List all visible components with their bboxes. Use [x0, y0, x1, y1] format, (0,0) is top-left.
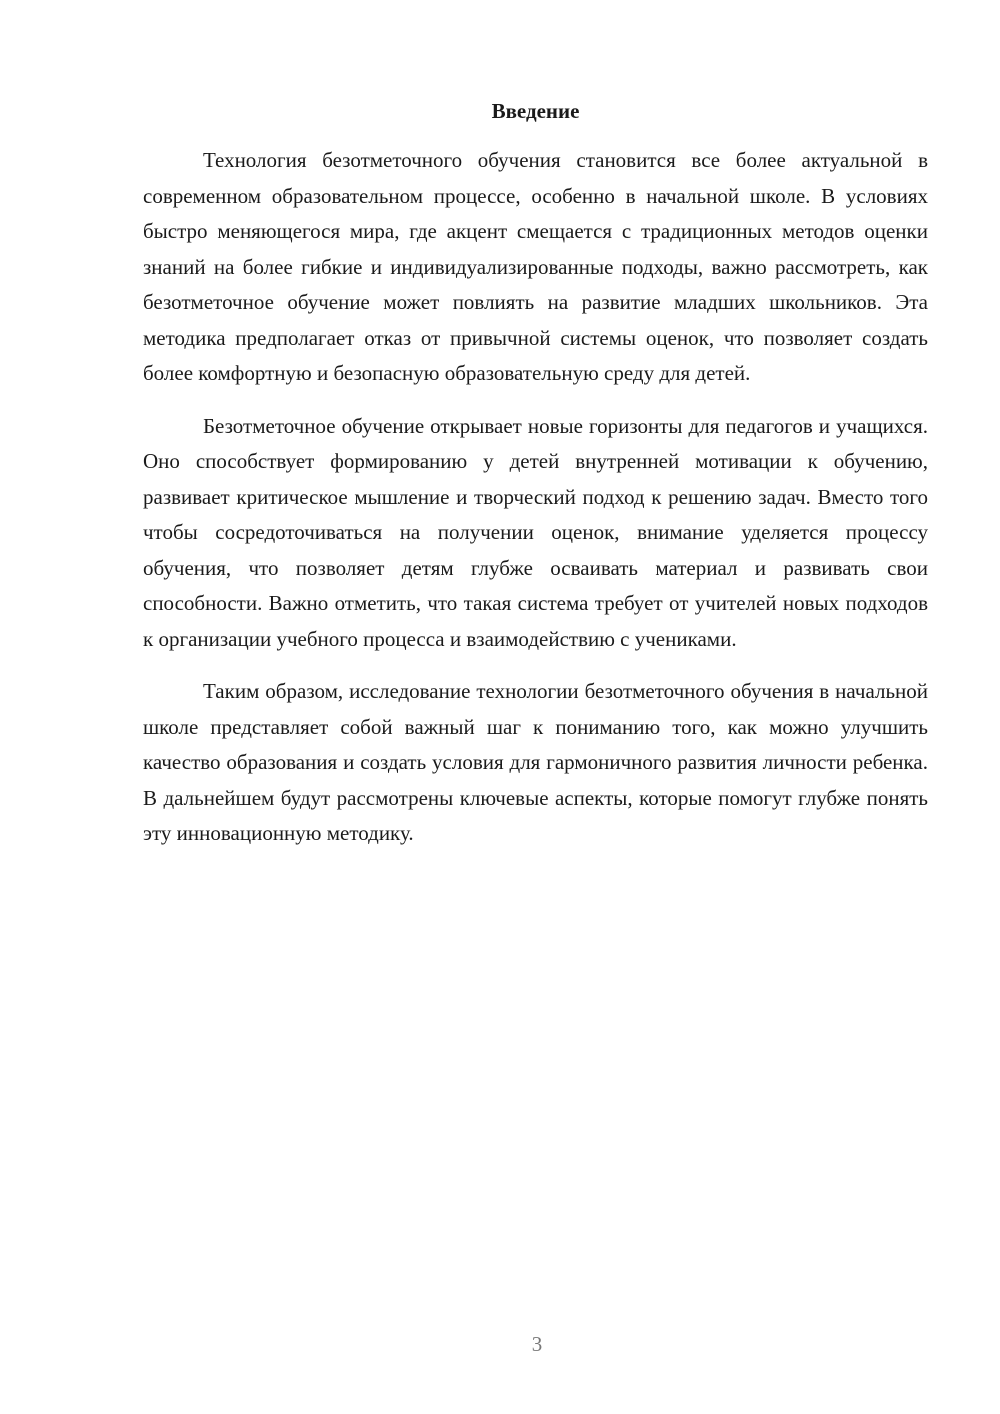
page-number: 3 — [531, 1332, 543, 1356]
paragraph-2: Безотметочное обучение открывает новые горизонты для педагогов и учащихся. Оно способствует формированию у детей внутренней мотивации к обучению, развивает критическое мышление и творческий подход к решению задач. Вместо того чтобы сосредоточиваться на получении оценок, внимание уделяется процессу обучения, что позволяет детям глубже осваивать материал и развивать свои способности. Важно отметить, что такая система требует от учителей новых подходов к организации учебного процесса и взаимодействию с учениками. — [143, 413, 928, 651]
section-title: Введение — [491, 99, 580, 123]
paragraph-3: Таким образом, исследование технологии безотметочного обучения в начальной школе представляет собой важный шаг к пониманию того, как можно улучшить качество образования и создать условия для гармоничного развития личности ребенка. В дальнейшем будут рассмотрены ключевые аспекты, которые помогут глубже понять эту инновационную методику. — [143, 679, 928, 845]
document-body — [143, 96, 928, 869]
paragraph-1: Технология безотметочного обучения становится все более актуальной в современном образовательном процессе, особенно в начальной школе. В условиях быстро меняющегося мира, где акцент смещается с традиционных методов оценки знаний на более гибкие и индивидуализированные подходы, важно рассмотреть, как безотметочное обучение может повлиять на развитие младших школьников. Эта методика предполагает отказ от привычной системы оценок, что позволяет создать более комфортную и безопасную образовательную среду для детей. — [143, 148, 928, 385]
